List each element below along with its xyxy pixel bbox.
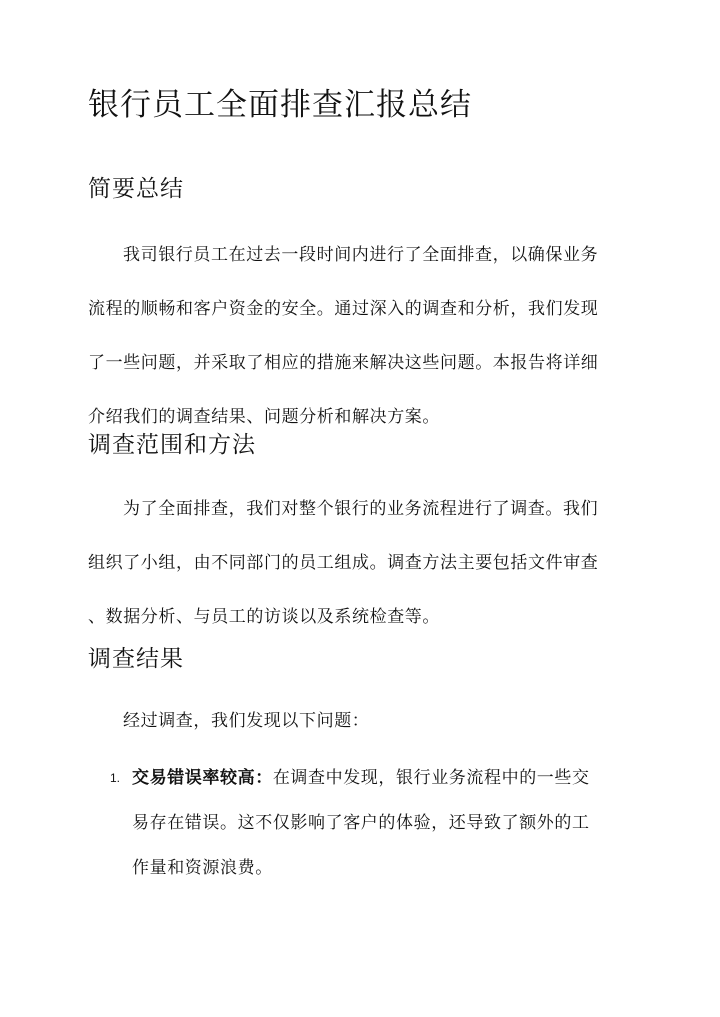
paragraph-line: 了一些问题，并采取了相应的措施来解决这些问题。本报告将详细 (88, 353, 599, 373)
scope-method-paragraph (88, 495, 633, 657)
paragraph-line: 组织了小组，由不同部门的员工组成。调查方法主要包括文件审查 (88, 553, 599, 573)
paragraph-line: 经过调查，我们发现以下问题： (123, 711, 370, 731)
findings-intro (88, 707, 633, 761)
summary-paragraph (88, 241, 633, 457)
finding-text (132, 764, 590, 899)
paragraph-line: 我司银行员工在过去一段时间内进行了全面排查，以确保业务 (123, 245, 599, 265)
paragraph-line: 为了全面排查，我们对整个银行的业务流程进行了调查。我们 (123, 499, 599, 519)
paragraph-line: 、数据分析、与员工的访谈以及系统检查等。 (88, 607, 440, 627)
paragraph-line: 介绍我们的调查结果、问题分析和解决方案。 (88, 407, 440, 427)
document-title: 银行员工全面排查汇报总结 (88, 87, 472, 123)
finding-first-line (132, 764, 590, 809)
section-heading-summary: 简要总结 (88, 176, 184, 202)
finding-continuation-line: 易存在错误。这不仅影响了客户的体验，还导致了额外的工 (132, 813, 590, 833)
section-heading-findings: 调查结果 (88, 646, 184, 672)
finding-description: 在调查中发现，银行业务流程中的一些交 (272, 768, 590, 788)
finding-label: 交易错误率较高： (132, 768, 273, 788)
list-number: 1. (110, 771, 121, 785)
section-heading-scope-method: 调查范围和方法 (88, 432, 256, 458)
paragraph-line: 流程的顺畅和客户资金的安全。通过深入的调查和分析，我们发现 (88, 299, 599, 319)
finding-continuation-line: 作量和资源浪费。 (132, 858, 273, 878)
